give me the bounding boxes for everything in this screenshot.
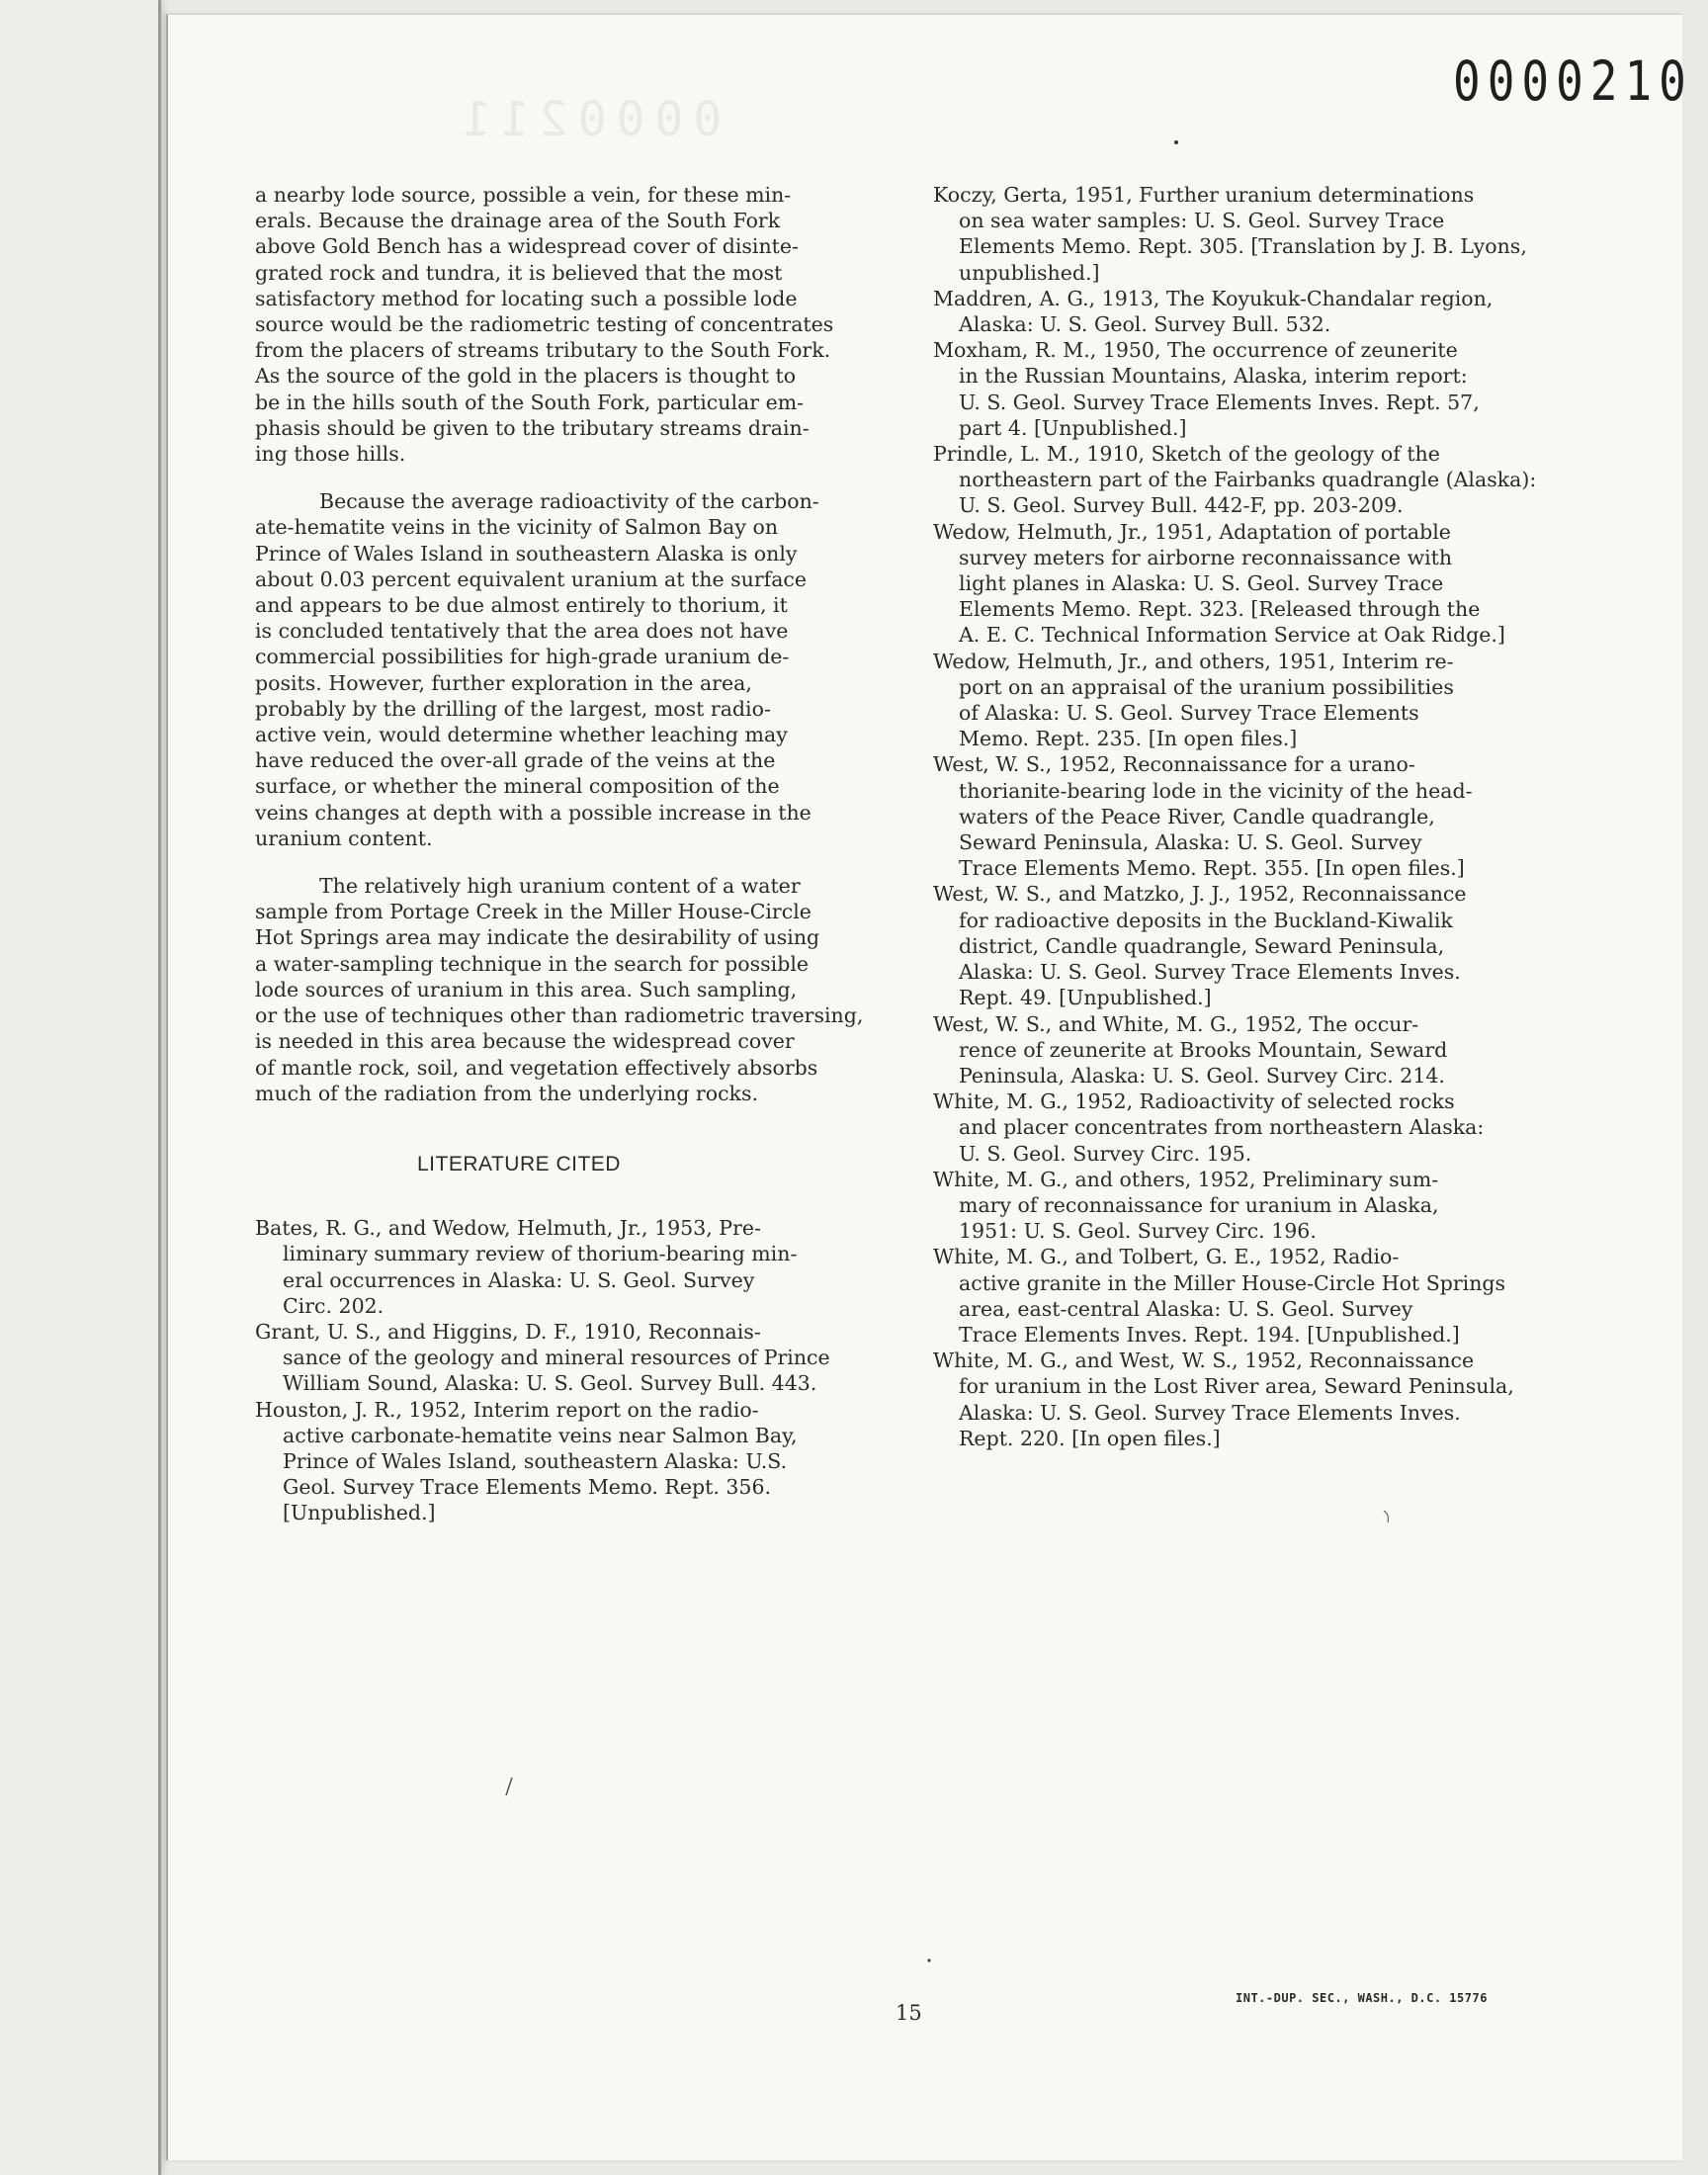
- body-paragraph: [255, 488, 927, 851]
- text-line: William Sound, Alaska: U. S. Geol. Survey Bull. 443.: [283, 1371, 817, 1396]
- text-line: about 0.03 percent equivalent uranium at the surface: [255, 566, 808, 591]
- text-line: posits. However, further exploration in the area,: [255, 670, 752, 695]
- text-line: Moxham, R. M., 1950, The occurrence of zeunerite: [933, 338, 1458, 363]
- text-line: commercial possibilities for high-grade uranium de-: [255, 645, 790, 669]
- reference-entry: [255, 1319, 927, 1397]
- text-line: Prince of Wales Island, southeastern Alaska: U.S.: [283, 1448, 788, 1473]
- text-line: from the placers of streams tributary to the South Fork.: [255, 338, 831, 363]
- text-line: Peninsula, Alaska: U. S. Geol. Survey Circ. 214.: [959, 1063, 1445, 1088]
- text-line: Rept. 220. [In open files.]: [959, 1426, 1221, 1450]
- text-line: of mantle rock, soil, and vegetation effectively absorbs: [255, 1055, 818, 1080]
- text-line: above Gold Bench has a widespread cover of disinte-: [255, 234, 799, 259]
- text-line: liminary summary review of thorium-bearing min-: [283, 1242, 798, 1266]
- text-line: for uranium in the Lost River area, Seward Peninsula,: [959, 1374, 1514, 1399]
- text-line: West, W. S., and White, M. G., 1952, The occur-: [933, 1011, 1419, 1036]
- text-line: eral occurrences in Alaska: U. S. Geol. Survey: [283, 1267, 755, 1292]
- references-right: [933, 182, 1605, 1451]
- text-line: sample from Portage Creek in the Miller House-Circle: [255, 900, 811, 924]
- text-line: active carbonate-hematite veins near Salmon Bay,: [283, 1423, 798, 1447]
- text-line: Alaska: U. S. Geol. Survey Trace Elements Inves.: [959, 1400, 1461, 1425]
- text-line: Trace Elements Memo. Rept. 355. [In open files.]: [959, 856, 1465, 881]
- text-line: White, M. G., and West, W. S., 1952, Reconnaissance: [933, 1348, 1475, 1373]
- left-column: [255, 182, 927, 1526]
- text-line: Alaska: U. S. Geol. Survey Trace Elements Inves.: [959, 960, 1461, 985]
- text-line: sance of the geology and mineral resources of Prince: [283, 1346, 830, 1370]
- body-paragraph: [255, 873, 927, 1106]
- text-line: of Alaska: U. S. Geol. Survey Trace Elements: [959, 701, 1419, 726]
- text-line: 1951: U. S. Geol. Survey Circ. 196.: [959, 1219, 1317, 1244]
- text-line: unpublished.]: [959, 260, 1100, 285]
- text-line: White, M. G., and others, 1952, Preliminary sum-: [933, 1167, 1439, 1191]
- text-line: Elements Memo. Rept. 323. [Released through the: [959, 597, 1481, 622]
- text-line: or the use of techniques other than radiometric traversing,: [255, 1003, 864, 1028]
- reference-entry: [933, 1167, 1605, 1245]
- text-line: Seward Peninsula, Alaska: U. S. Geol. Survey: [959, 830, 1422, 855]
- text-line: Geol. Survey Trace Elements Memo. Rept. 356.: [283, 1475, 772, 1500]
- text-line: for radioactive deposits in the Buckland-Kiwalik: [959, 908, 1453, 932]
- reference-entry: [933, 1011, 1605, 1089]
- text-line: waters of the Peace River, Candle quadrangle,: [959, 804, 1435, 828]
- text-line: and placer concentrates from northeastern Alaska:: [959, 1115, 1485, 1140]
- text-line: light planes in Alaska: U. S. Geol. Survey Trace: [959, 571, 1444, 596]
- text-line: be in the hills south of the South Fork, particular em-: [255, 390, 805, 414]
- reference-entry: [933, 1088, 1605, 1167]
- page-number: 15: [896, 2001, 922, 2025]
- text-line: Memo. Rept. 235. [In open files.]: [959, 727, 1298, 751]
- reference-entry: [933, 649, 1605, 752]
- text-line: veins changes at depth with a possible increase in the: [255, 800, 811, 825]
- text-line: part 4. [Unpublished.]: [959, 415, 1187, 440]
- text-line: active vein, would determine whether leaching may: [255, 723, 788, 747]
- body-text: [255, 182, 927, 1106]
- text-line: phasis should be given to the tributary streams drain-: [255, 415, 810, 440]
- reference-entry: [255, 1215, 927, 1319]
- text-line: lode sources of uranium in this area. Such sampling,: [255, 977, 798, 1001]
- text-line: Alaska: U. S. Geol. Survey Bull. 532.: [959, 312, 1331, 337]
- text-line: a nearby lode source, possible a vein, for these min-: [255, 183, 792, 207]
- text-line: Elements Memo. Rept. 305. [Translation by J. B. Lyons,: [959, 234, 1527, 259]
- text-line: ing those hills.: [255, 442, 406, 467]
- reference-entry: [933, 751, 1605, 881]
- text-line: Bates, R. G., and Wedow, Helmuth, Jr., 1953, Pre-: [255, 1216, 761, 1241]
- references-left: [255, 1215, 927, 1525]
- document-number: 0000210: [1453, 48, 1693, 114]
- text-line: Because the average radioactivity of the carbon-: [319, 489, 819, 514]
- text-line: surface, or whether the mineral composition of the: [255, 774, 780, 799]
- text-line: U. S. Geol. Survey Trace Elements Inves. Rept. 57,: [959, 390, 1480, 414]
- text-line: Trace Elements Inves. Rept. 194. [Unpublished.]: [959, 1322, 1460, 1347]
- text-line: U. S. Geol. Survey Bull. 442-F, pp. 203-209.: [959, 493, 1404, 518]
- reference-entry: [933, 1244, 1605, 1348]
- text-line: port on an appraisal of the uranium possibilities: [959, 674, 1454, 699]
- text-line: survey meters for airborne reconnaissance with: [959, 545, 1453, 569]
- text-line: Wedow, Helmuth, Jr., and others, 1951, Interim re-: [933, 649, 1454, 673]
- right-column: [933, 182, 1605, 1451]
- printer-mark: INT.-DUP. SEC., WASH., D.C. 15776: [1236, 1991, 1488, 2005]
- text-line: probably by the drilling of the largest, most radio-: [255, 696, 771, 721]
- text-line: northeastern part of the Fairbanks quadrangle (Alaska):: [959, 468, 1537, 492]
- text-line: on sea water samples: U. S. Geol. Survey Trace: [959, 209, 1445, 233]
- reference-entry: [933, 441, 1605, 519]
- text-line: Grant, U. S., and Higgins, D. F., 1910, Reconnais-: [255, 1319, 761, 1344]
- text-line: U. S. Geol. Survey Circ. 195.: [959, 1141, 1252, 1166]
- text-line: erals. Because the drainage area of the South Fork: [255, 209, 781, 233]
- text-line: A. E. C. Technical Information Service at Oak Ridge.]: [959, 623, 1505, 648]
- text-line: have reduced the over-all grade of the veins at the: [255, 748, 776, 773]
- text-line: Maddren, A. G., 1913, The Koyukuk-Chandalar region,: [933, 286, 1494, 310]
- text-line: [Unpublished.]: [283, 1501, 436, 1525]
- text-line: Koczy, Gerta, 1951, Further uranium determinations: [933, 183, 1475, 207]
- previous-page-edge: [0, 0, 161, 2175]
- reference-entry: [933, 1348, 1605, 1451]
- text-line: district, Candle quadrangle, Seward Peninsula,: [959, 933, 1445, 958]
- text-line: Houston, J. R., 1952, Interim report on the radio-: [255, 1397, 759, 1422]
- body-paragraph: [255, 182, 927, 467]
- text-line: thorianite-bearing lode in the vicinity of the head-: [959, 778, 1473, 803]
- text-line: West, W. S., and Matzko, J. J., 1952, Reconnaissance: [933, 882, 1467, 907]
- text-line: White, M. G., and Tolbert, G. E., 1952, Radio-: [933, 1245, 1400, 1269]
- reference-entry: [933, 337, 1605, 441]
- text-line: is concluded tentatively that the area does not have: [255, 619, 789, 644]
- text-line: rence of zeunerite at Brooks Mountain, Seward: [959, 1037, 1448, 1062]
- text-line: and appears to be due almost entirely to thorium, it: [255, 593, 788, 618]
- reference-entry: [933, 286, 1605, 337]
- text-line: Wedow, Helmuth, Jr., 1951, Adaptation of portable: [933, 519, 1451, 544]
- text-line: in the Russian Mountains, Alaska, interim report:: [959, 364, 1468, 389]
- text-line: much of the radiation from the underlying rocks.: [255, 1081, 759, 1105]
- text-line: satisfactory method for locating such a possible lode: [255, 286, 798, 310]
- text-line: White, M. G., 1952, Radioactivity of selected rocks: [933, 1089, 1455, 1114]
- text-line: Prindle, L. M., 1910, Sketch of the geology of the: [933, 442, 1440, 467]
- text-line: The relatively high uranium content of a water: [319, 874, 801, 899]
- text-line: active granite in the Miller House-Circle Hot Springs: [959, 1270, 1506, 1295]
- reference-entry: [255, 1397, 927, 1526]
- text-line: a water-sampling technique in the search for possible: [255, 951, 810, 976]
- text-line: Rept. 49. [Unpublished.]: [959, 986, 1212, 1010]
- bleed-through-number: 0000211: [453, 92, 723, 147]
- text-line: area, east-central Alaska: U. S. Geol. Survey: [959, 1296, 1413, 1321]
- text-line: mary of reconnaissance for uranium in Alaska,: [959, 1192, 1439, 1217]
- text-line: Circ. 202.: [283, 1293, 384, 1318]
- text-line: grated rock and tundra, it is believed that the most: [255, 260, 783, 285]
- text-line: Hot Springs area may indicate the desirability of using: [255, 925, 820, 950]
- literature-cited-heading: LITERATURE CITED: [417, 1152, 621, 1175]
- text-line: As the source of the gold in the placers is thought to: [255, 364, 797, 389]
- text-line: is needed in this area because the widespread cover: [255, 1029, 795, 1054]
- reference-entry: [933, 519, 1605, 649]
- reference-entry: [933, 881, 1605, 1010]
- text-line: source would be the radiometric testing of concentrates: [255, 312, 834, 337]
- text-line: West, W. S., 1952, Reconnaissance for a urano-: [933, 752, 1415, 777]
- reference-entry: [933, 182, 1605, 286]
- text-line: uranium content.: [255, 826, 433, 850]
- text-line: Prince of Wales Island in southeastern Alaska is only: [255, 541, 798, 566]
- text-line: ate-hematite veins in the vicinity of Salmon Bay on: [255, 515, 779, 540]
